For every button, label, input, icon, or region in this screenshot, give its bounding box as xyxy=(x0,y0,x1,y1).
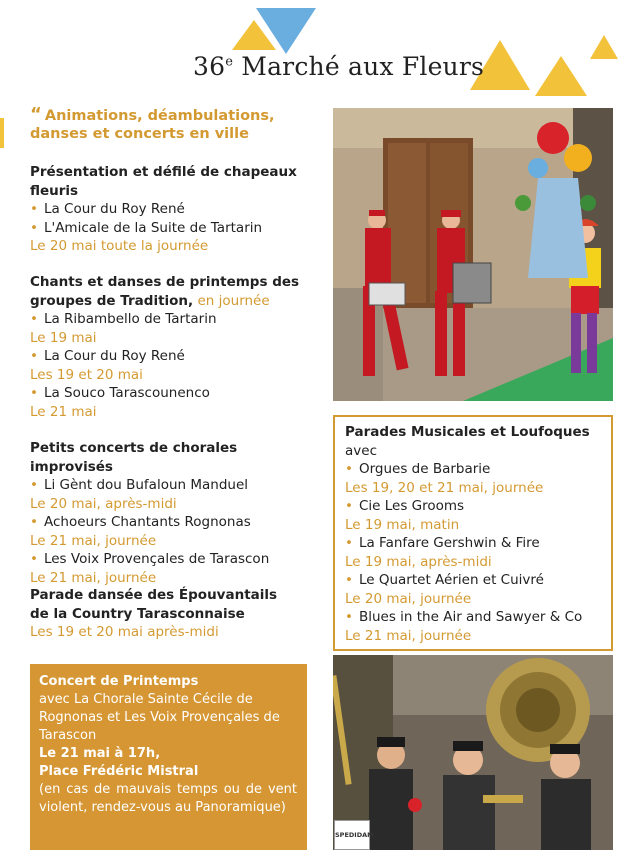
concert-when: Le 21 mai à 17h, xyxy=(39,746,161,761)
spedidam-logo: SPEDIDAM xyxy=(334,820,370,850)
event-date: Le 19 mai, matin xyxy=(345,516,460,533)
list-item: • Achoeurs Chantants Rognonas xyxy=(30,513,315,532)
performers-photo xyxy=(333,108,613,401)
section-chants xyxy=(30,273,315,421)
concert-text: avec La Chorale Sainte Cécile de Rognonas et Les Voix Provençales de Tarascon xyxy=(39,692,280,743)
concert-title: Concert de Printemps xyxy=(39,674,199,689)
concert-box xyxy=(30,664,307,850)
event-date: Les 19, 20 et 21 mai, journée xyxy=(345,479,544,496)
section-chapeaux xyxy=(30,163,315,256)
event-date: Le 20 mai, journée xyxy=(345,590,472,607)
quote-icon: “ xyxy=(30,104,42,125)
intro-heading: “ Animations, déambulations, danses et concerts en ville xyxy=(30,104,275,142)
list-item: • La Ribambello de Tartarin xyxy=(30,310,315,329)
list-item: • La Cour du Roy René xyxy=(30,347,315,366)
list-item: • La Fanfare Gershwin & Fire xyxy=(345,534,603,553)
section-title-line1: Parade dansée des Épouvantails xyxy=(30,587,278,603)
section-title: Chants et danses de printemps des groupes de Tradition, en journée xyxy=(30,274,300,309)
event-date: Le 21 mai, journée xyxy=(30,532,157,549)
section-title-line2: de la Country Tarasconnaise xyxy=(30,605,245,622)
section-title: Présentation et défilé de chapeaux fleuris xyxy=(30,164,297,199)
event-date: Le 19 mai, après-midi xyxy=(345,553,492,570)
event-date: Les 19 et 20 mai xyxy=(30,366,143,383)
list-item: • Li Gènt dou Bufaloun Manduel xyxy=(30,476,315,495)
list-item: • Orgues de Barbarie xyxy=(345,460,603,479)
section-chorales xyxy=(30,439,315,587)
section-title: Petits concerts de chorales improvisés xyxy=(30,440,238,475)
parades-title: Parades Musicales et Loufoques xyxy=(345,424,590,440)
list-item: • Le Quartet Aérien et Cuivré xyxy=(345,571,603,590)
list-item: • La Souco Tarascounenco xyxy=(30,384,315,403)
event-date: Le 21 mai, journée xyxy=(30,569,157,586)
event-date: Le 21 mai, journée xyxy=(345,627,472,644)
list-item: • La Cour du Roy René xyxy=(30,200,315,219)
concert-note: (en cas de mauvais temps ou de vent violent, rendez-vous au Panoramique) xyxy=(39,782,297,815)
decor-left-edge xyxy=(0,118,4,148)
list-item: • Les Voix Provençales de Tarascon xyxy=(30,550,315,569)
event-date: Le 19 mai xyxy=(30,329,97,346)
list-item: • Cie Les Grooms xyxy=(345,497,603,516)
event-date: Les 19 et 20 mai après-midi xyxy=(30,624,219,640)
parades-box xyxy=(333,415,613,651)
event-date: Le 21 mai xyxy=(30,403,97,420)
decor-triangle-yellow-small xyxy=(590,35,618,59)
decor-triangle-yellow-right2 xyxy=(535,56,587,96)
event-date: Le 20 mai, après-midi xyxy=(30,495,177,512)
list-item: • Blues in the Air and Sawyer & Co xyxy=(345,608,603,627)
list-item: • L'Amicale de la Suite de Tartarin xyxy=(30,219,315,238)
decor-triangle-yellow-left xyxy=(232,20,276,50)
brass-band-photo xyxy=(333,655,613,850)
parades-sub: avec xyxy=(345,442,377,459)
concert-where: Place Frédéric Mistral xyxy=(39,764,199,779)
section-epouvantails xyxy=(30,586,315,642)
page-title: 36e Marché aux Fleurs xyxy=(193,52,485,81)
event-date: Le 20 mai toute la journée xyxy=(30,238,209,254)
